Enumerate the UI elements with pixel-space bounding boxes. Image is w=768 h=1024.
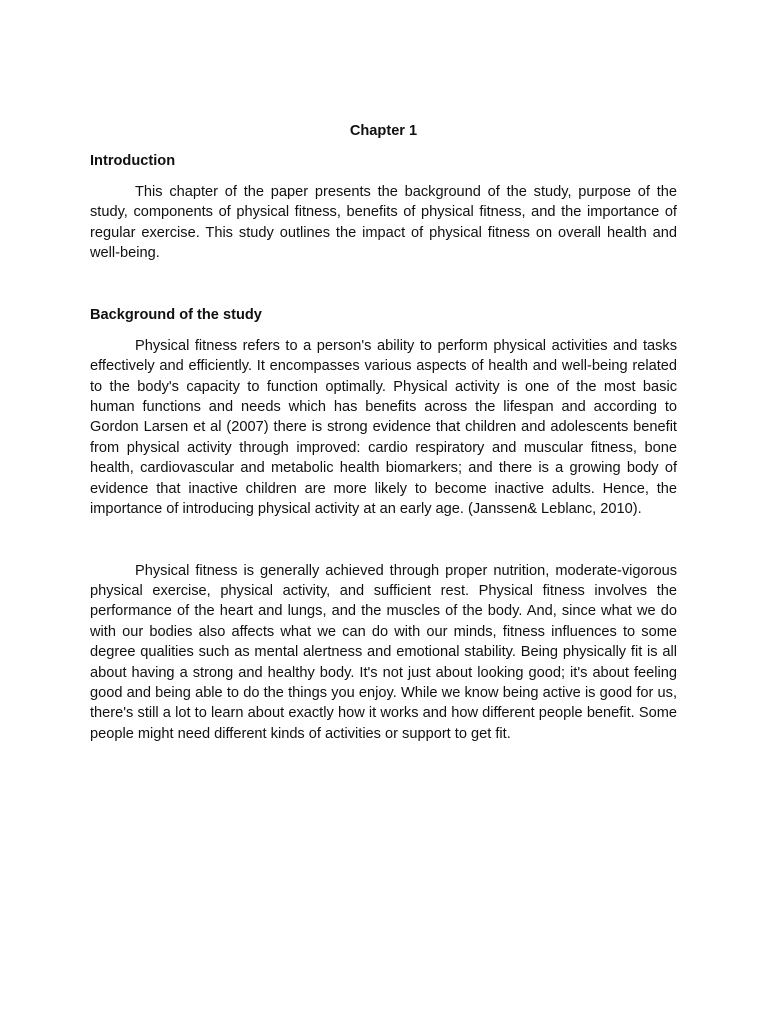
chapter-title: Chapter 1: [349, 123, 418, 139]
introduction-paragraph: This chapter of the paper presents the background of the study, purpose of the study, components of physical fitness, benefits of physical fitness, and the importance of regular exercise. This study outlines the impact of physical fitness on overall health and well-being.: [90, 183, 677, 262]
introduction-heading: Introduction: [90, 153, 176, 170]
section-spacer: [90, 263, 677, 305]
background-heading: Background of the study: [90, 307, 262, 324]
paragraph-spacer: [90, 520, 677, 561]
document-body: [90, 121, 677, 744]
background-paragraph-2: Physical fitness is generally achieved through proper nutrition, moderate-vigorous physical exercise, physical activity, and sufficient rest. Physical fitness involves the performance of the heart and lungs, and the muscles of the body. And, since what we do with our bodies also affects what we can do with our minds, fitness influences to some degree qualities such as mental alertness and emotional stability. Being physically fit is all about having a strong and healthy body. It's not just about looking good; it's about feeling good and being able to do the things you enjoy. While we know being active is good for us, there's still a lot to learn about exactly how it works and how different people benefit. Some people might need different kinds of activities or support to get fit.: [90, 562, 677, 742]
background-paragraph-1: Physical fitness refers to a person's ability to perform physical activities and tasks effectively and efficiently. It encompasses various aspects of health and well-being related to the body's capacity to function optimally. Physical activity is one of the most basic human functions and needs which has benefits across the lifespan and according to Gordon Larsen et al (2007) there is strong evidence that children and adolescents benefit from physical activity through improved: cardio respiratory and muscular fitness, bone health, cardiovascular and metabolic health biomarkers; and there is a growing body of evidence that inactive children are more likely to become inactive adults. Hence, the importance of introducing physical activity at an early age. (Janssen& Leblanc, 2010).: [90, 337, 677, 518]
